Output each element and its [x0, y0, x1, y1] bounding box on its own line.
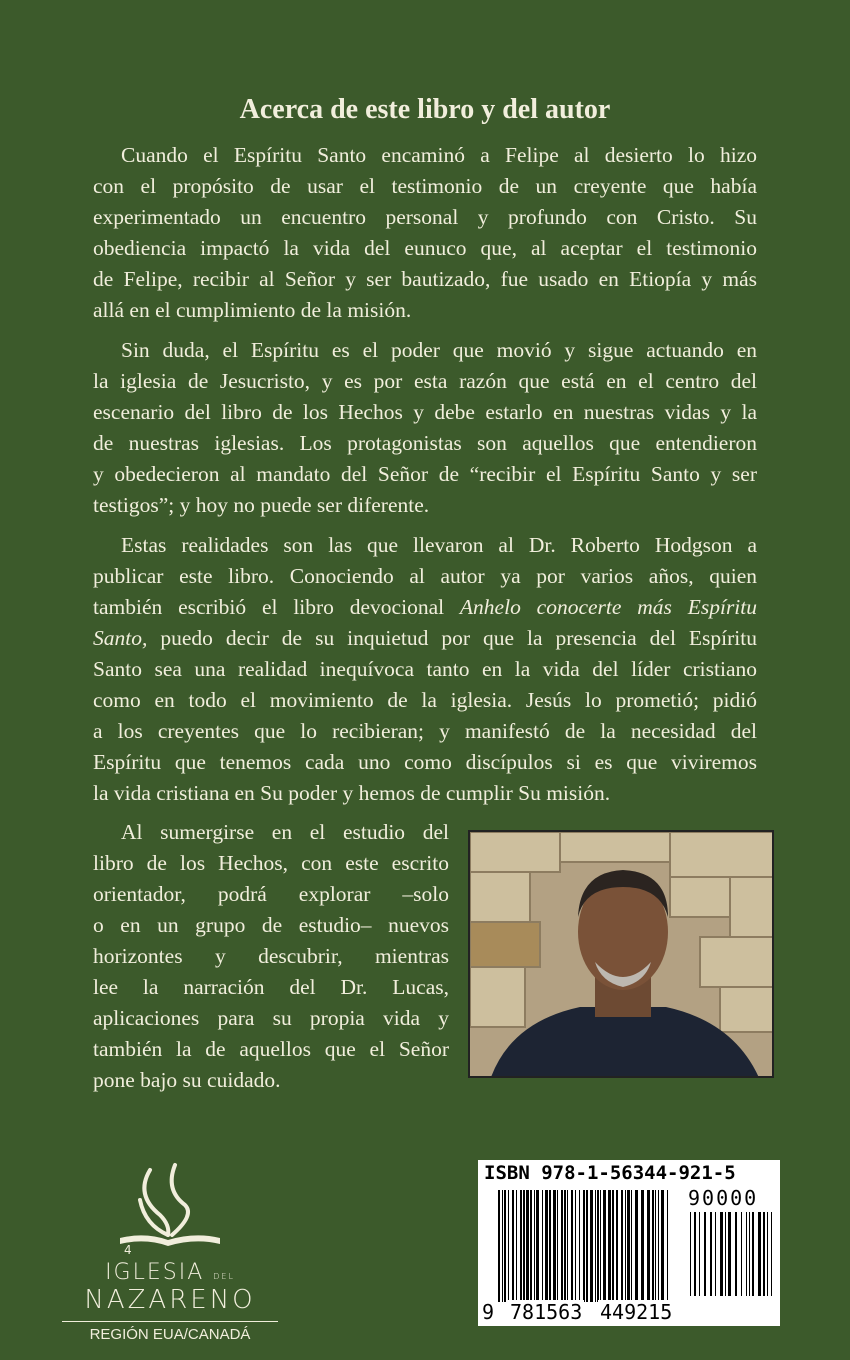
bar [498, 1190, 500, 1302]
text-line: escenario del libro de los Hechos y debe estarlo en nuestras vidas y la [93, 400, 757, 424]
bar [635, 1190, 638, 1302]
text-line: experimentado un encuentro personal y profundo con Cristo. Su [93, 205, 757, 229]
bar [728, 1212, 731, 1296]
bar [690, 1212, 691, 1296]
bar [741, 1212, 742, 1296]
logo-divider [62, 1321, 278, 1322]
bar [564, 1190, 566, 1302]
text-line: Sin duda, el Espíritu es el poder que movió y sigue actuando en [121, 338, 757, 362]
bar [603, 1190, 606, 1302]
bar [508, 1190, 509, 1302]
text-line: y obedecieron al mandato del Señor de “recibir el Espíritu Santo y ser [93, 462, 757, 486]
logo-iglesia: IGLESIA [105, 1260, 205, 1285]
bar [504, 1190, 506, 1302]
bar [631, 1190, 632, 1302]
barcode-digit-first: 9 [482, 1300, 495, 1324]
text-line: testigos”; y hoy no puede ser diferente. [93, 493, 430, 517]
isbn-text: ISBN 978-1-56344-921-5 [484, 1162, 736, 1184]
bar [767, 1212, 768, 1296]
bar [542, 1190, 543, 1302]
bar [608, 1190, 611, 1302]
bar [597, 1190, 599, 1302]
bar [710, 1212, 712, 1296]
bar [621, 1190, 623, 1302]
bar [545, 1190, 548, 1302]
text-line: como en todo el movimiento de la iglesia. Jesús lo prometió; pidió [93, 688, 757, 712]
text-line: allá en el cumplimiento de la misión. [93, 298, 412, 322]
bar [616, 1190, 618, 1302]
bar [502, 1190, 503, 1302]
text-line: obediencia impactó la vida del eunuco que, al aceptar el testimonio [93, 236, 757, 260]
text-line: Cuando el Espíritu Santo encaminó a Felipe al desierto lo hizo [121, 143, 757, 167]
barcode-digits-right: 449215 [600, 1300, 673, 1324]
iglesia-del-nazareno-logo [62, 1160, 278, 1343]
bar [557, 1190, 558, 1302]
bar [579, 1190, 580, 1302]
text-line: o en un grupo de estudio– nuevos [93, 913, 449, 937]
text-line: también escribió el libro devocional Anhelo conocerte más Espíritu [93, 595, 758, 619]
text-line: Al sumergirse en el estudio del [121, 820, 449, 844]
bar [699, 1212, 700, 1296]
text-line: Santo, puedo decir de su inquietud por que la presencia del Espíritu [93, 626, 757, 650]
bar [520, 1190, 522, 1302]
text-line: también la de aquellos que el Señor [93, 1037, 449, 1061]
bar [647, 1190, 650, 1302]
flame-book-icon [110, 1160, 230, 1255]
bar [752, 1212, 754, 1296]
bar [661, 1190, 664, 1302]
page-title: Acerca de este libro y del autor [239, 94, 611, 125]
isbn-barcode [478, 1160, 780, 1326]
text-line: horizontes y descubrir, mientras [93, 944, 449, 968]
text-line: a los creyentes que lo recibieran; y manifestó de la necesidad del [93, 719, 757, 743]
bar [612, 1190, 614, 1302]
author-photo [468, 830, 774, 1078]
bar [746, 1212, 747, 1296]
text-line: publicar este libro. Conociendo al autor ya por varios años, quien [93, 564, 757, 588]
text-line: libro de los Hechos, con este escrito [93, 851, 449, 875]
paragraph-2 [93, 335, 757, 521]
bar [667, 1190, 668, 1302]
text-line: de nuestras iglesias. Los protagonistas son aquellos que entendieron [93, 431, 757, 455]
bar [763, 1212, 765, 1296]
barcode-digits-left: 781563 [510, 1300, 583, 1324]
bar [536, 1190, 539, 1302]
bar [725, 1212, 726, 1296]
text-line: pone bajo su cuidado. [93, 1068, 281, 1092]
bar [549, 1190, 551, 1302]
bar [625, 1190, 626, 1302]
paragraph-1 [93, 140, 757, 326]
text-line: la vida cristiana en Su poder y hemos de cumplir Su misión. [93, 781, 611, 805]
bar [561, 1190, 563, 1302]
bar [641, 1190, 644, 1302]
text-line: Estas realidades son las que llevaron al Dr. Roberto Hodgson a [121, 533, 757, 557]
bar [583, 1190, 585, 1302]
bar [595, 1190, 596, 1302]
bar [512, 1190, 514, 1302]
bar [534, 1190, 535, 1302]
text-line: Santo sea una realidad inequívoca tanto en la vida del líder cristiano [93, 657, 757, 681]
bar [771, 1212, 772, 1296]
text-line: con el propósito de usar el testimonio de un creyente que había [93, 174, 757, 198]
bar [652, 1190, 654, 1302]
bar [526, 1190, 529, 1302]
logo-region: REGIÓN EUA/CANADÁ [89, 1326, 251, 1343]
bar [627, 1190, 630, 1302]
bar [749, 1212, 750, 1296]
paragraph-4 [93, 817, 449, 1096]
bar [600, 1190, 601, 1302]
bar [694, 1212, 696, 1296]
bar [704, 1212, 706, 1296]
bar [530, 1190, 532, 1302]
bar [553, 1190, 556, 1302]
logo-nazareno: NAZARENO [84, 1285, 256, 1315]
bar [523, 1190, 525, 1302]
bar [575, 1190, 576, 1302]
bar [516, 1190, 517, 1302]
text-line: aplicaciones para su propia vida y [93, 1006, 449, 1030]
bar [720, 1212, 723, 1296]
bar [658, 1190, 659, 1302]
svg-text:4: 4 [124, 1243, 132, 1255]
text-line: lee la narración del Dr. Lucas, [93, 975, 449, 999]
bar [586, 1190, 588, 1302]
bar [715, 1212, 716, 1296]
logo-del: DEL [213, 1272, 235, 1281]
paragraph-3 [93, 530, 757, 809]
price-code: 90000 [688, 1186, 759, 1210]
bar [567, 1190, 568, 1302]
bar [735, 1212, 737, 1296]
bar [571, 1190, 573, 1302]
text-line: la iglesia de Jesucristo, y es por esta razón que está en el centro del [93, 369, 757, 393]
text-line: Espíritu que tenemos cada uno como discípulos si es que viviremos [93, 750, 757, 774]
text-line: de Felipe, recibir al Señor y ser bautizado, fue usado en Etiopía y más [93, 267, 757, 291]
bar [590, 1190, 593, 1302]
text-line: orientador, podrá explorar –solo [93, 882, 449, 906]
bar [758, 1212, 761, 1296]
bar [655, 1190, 656, 1302]
